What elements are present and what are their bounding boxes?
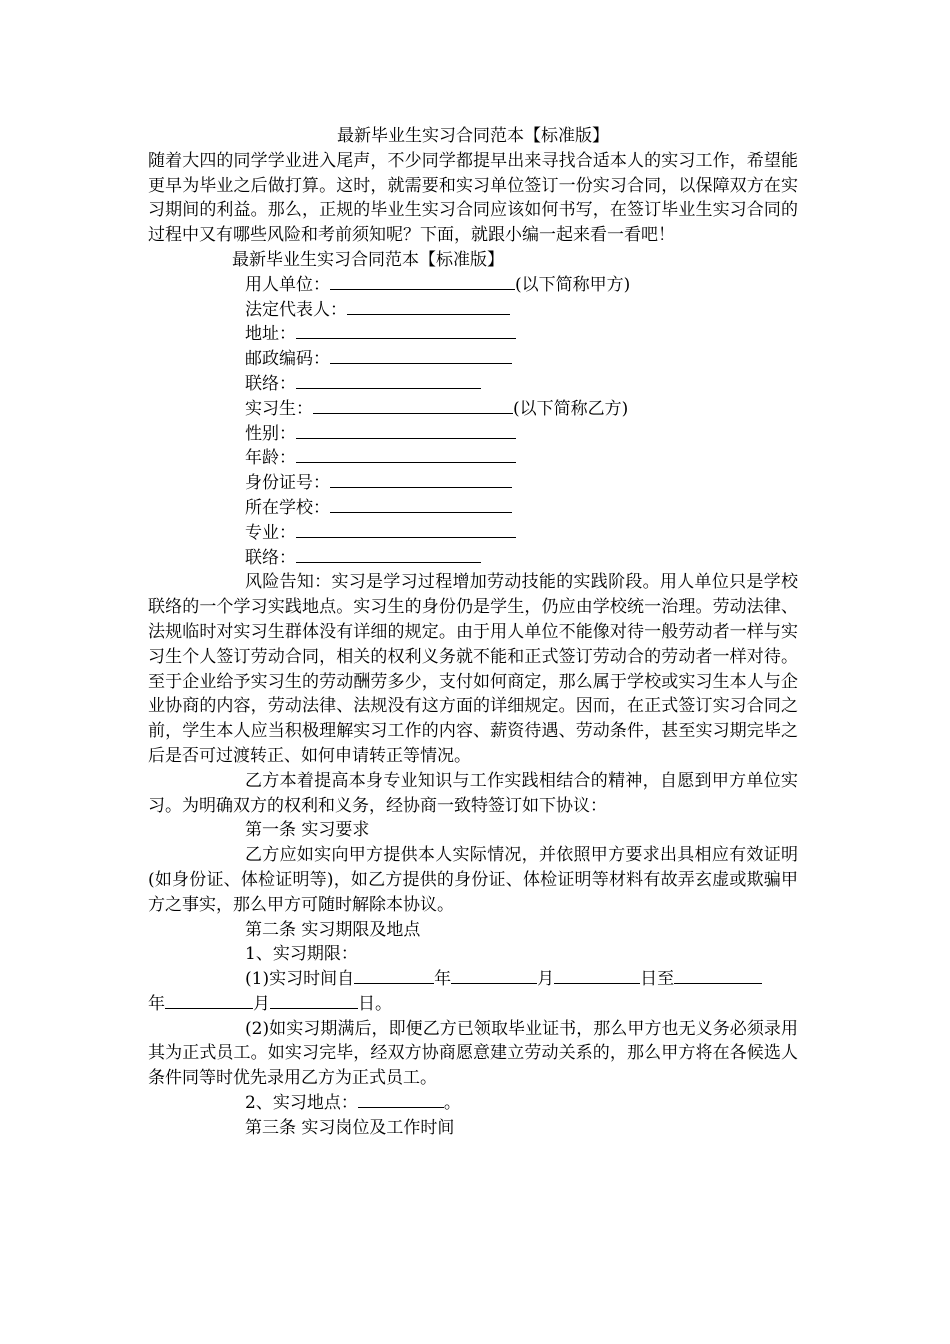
gender-field [148, 422, 798, 447]
contact-blank-2 [296, 546, 481, 563]
place-label: 2、实习地点： [245, 1093, 358, 1114]
year-label: 年 [434, 969, 452, 990]
end-year-label: 年 [148, 993, 165, 1014]
article-2-place [148, 1091, 798, 1116]
major-blank [296, 521, 516, 538]
document-page [148, 124, 798, 1141]
risk-notice-paragraph: 风险告知：实习是学习过程增加劳动技能的实践阶段。用人单位只是学校联络的一个学习实践地点。实习生的身份仍是学生，仍应由学校统一治理。劳动法律、法规临时对实习生群体没有详细的规定。由于用人单位不能像对待一般劳动者一样与实习生个人签订劳动合同，相关的权利义务就不能和正式签订劳动合的劳动者一样对待。至于企业给予实习生的劳动酬劳多少，支付如何商定，那么属于学校或实习生本人与企业协商的内容，劳动法律、法规没有这方面的详细规定。因而，在正式签订实习合同之前，学生本人应当积极理解实习工作的内容、薪资待遇、劳动条件，甚至实习期完毕之后是否可过渡转正、如何申请转正等情况。 [148, 572, 798, 766]
id-no-label: 身份证号： [245, 473, 330, 494]
article-2-item-1: 1、实习期限： [245, 944, 358, 965]
postcode-blank [330, 347, 512, 364]
article-1-body: 乙方应如实向甲方提供本人实际情况，并依照甲方要求出具相应有效证明(如身份证、体检证明等)，如乙方提供的身份证、体检证明等材料有故弄玄虚或欺骗甲方之事实，那么甲方可随时解除本协议。 [148, 845, 798, 915]
gender-blank [296, 422, 516, 439]
article-2-item-2: (2)如实习期满后，即便乙方已领取毕业证书，那么甲方也无义务必须录用其为正式员工。如实习完毕，经双方协商愿意建立劳动关系的，那么甲方将在各候选人条件同等时优先录用乙方为正式员工。 [148, 1018, 798, 1089]
day-to-label: 日至 [640, 969, 675, 990]
article-2-title: 第二条 实习期限及地点 [245, 919, 421, 940]
major-label: 专业： [245, 522, 296, 543]
intern-suffix: (以下简称乙方) [513, 398, 629, 419]
contact-blank-1 [296, 372, 481, 389]
end-day-blank [270, 992, 358, 1009]
month-label: 月 [537, 969, 555, 990]
place-end: 。 [443, 1093, 461, 1114]
contact-field-1 [148, 372, 798, 397]
postcode-field [148, 347, 798, 372]
article-3-title: 第三条 实习岗位及工作时间 [245, 1117, 455, 1138]
day-end-label: 日。 [358, 993, 392, 1014]
address-label: 地址： [245, 324, 296, 345]
intern-label: 实习生： [245, 398, 313, 419]
contact-label-2: 联络： [245, 547, 296, 568]
employer-field [148, 273, 798, 298]
end-month-label: 月 [253, 993, 270, 1014]
legal-rep-field [148, 298, 798, 323]
school-label: 所在学校： [245, 497, 330, 518]
intro-paragraph: 随着大四的同学学业进入尾声，不少同学都提早出来寻找合适本人的实习工作，希望能更早为毕业之后做打算。这时，就需要和实习单位签订一份实习合同，以保障双方在实习期间的利益。那么，正规的毕业生实习合同应该如何书写，在签订毕业生实习合同的过程中又有哪些风险和考前须知呢？下面，就跟小编一起来看一看吧！ [148, 150, 798, 246]
address-field [148, 322, 798, 347]
intern-blank [313, 397, 513, 414]
legal-rep-blank [347, 298, 510, 315]
intern-field [148, 397, 798, 422]
end-month-blank [165, 992, 253, 1009]
id-no-field [148, 471, 798, 496]
contract-subtitle: 最新毕业生实习合同范本【标准版】 [232, 249, 504, 270]
age-field [148, 446, 798, 471]
period-prefix: (1)实习时间自 [245, 969, 355, 990]
school-field [148, 496, 798, 521]
employer-blank [330, 273, 515, 290]
id-no-blank [330, 471, 512, 488]
age-blank [296, 446, 516, 463]
start-year-blank [354, 967, 434, 984]
purpose-paragraph: 乙方本着提高本身专业知识与工作实践相结合的精神，自愿到甲方单位实习。为明确双方的权利和义务，经协商一致特签订如下协议： [148, 770, 798, 816]
employer-label: 用人单位： [245, 274, 330, 295]
age-label: 年龄： [245, 448, 296, 469]
legal-rep-label: 法定代表人： [245, 299, 347, 320]
contact-field-2 [148, 546, 798, 571]
start-day-blank [554, 967, 640, 984]
article-2-period [148, 967, 798, 1017]
document-title: 最新毕业生实习合同范本【标准版】 [337, 126, 609, 146]
start-month-blank [451, 967, 537, 984]
place-blank [358, 1091, 444, 1108]
employer-suffix: (以下简称甲方) [515, 274, 631, 295]
postcode-label: 邮政编码： [245, 349, 330, 370]
end-year-blank [674, 967, 762, 984]
gender-label: 性别： [245, 423, 296, 444]
contact-label-1: 联络： [245, 373, 296, 394]
address-blank [296, 322, 516, 339]
school-blank [330, 496, 512, 513]
major-field [148, 521, 798, 546]
article-1-title: 第一条 实习要求 [245, 820, 370, 841]
